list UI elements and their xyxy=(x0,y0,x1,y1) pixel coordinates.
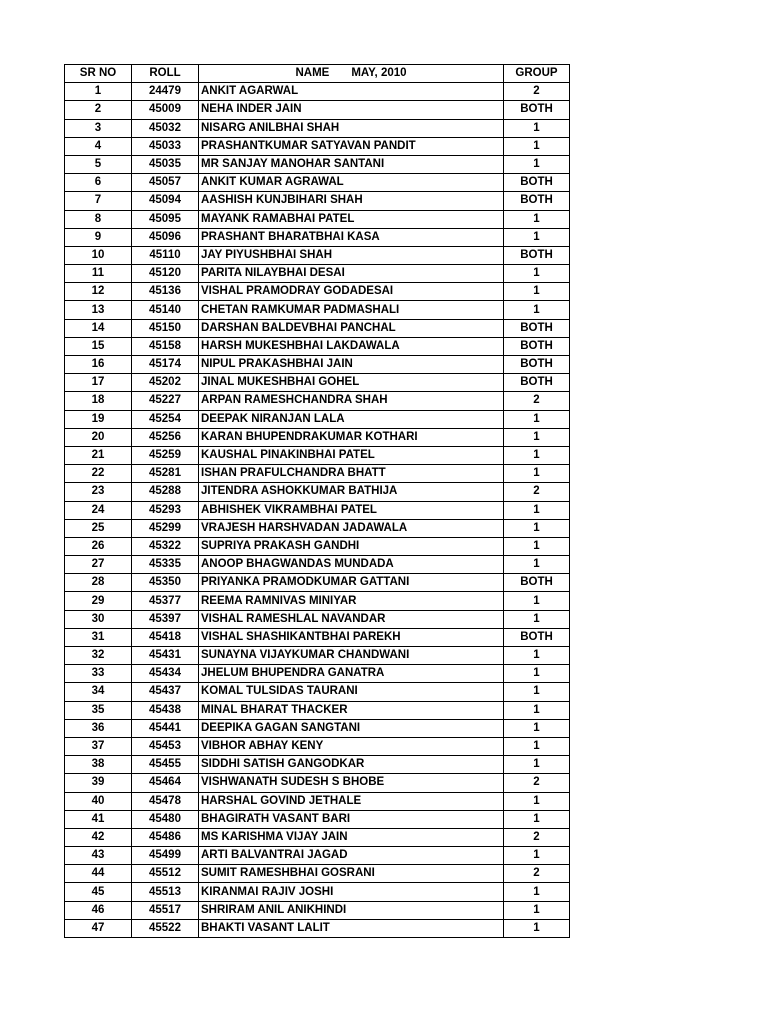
group-cell: 1 xyxy=(504,683,570,701)
group-cell: BOTH xyxy=(504,356,570,374)
name-cell: PRASHANTKUMAR SATYAVAN PANDIT xyxy=(199,137,504,155)
name-cell: SHRIRAM ANIL ANIKHINDI xyxy=(199,901,504,919)
header-group: GROUP xyxy=(504,65,570,83)
table-row xyxy=(65,101,570,119)
sr-no-cell: 19 xyxy=(65,410,132,428)
name-cell: PRASHANT BHARATBHAI KASA xyxy=(199,228,504,246)
roll-cell: 45431 xyxy=(132,647,199,665)
table-row xyxy=(65,501,570,519)
group-cell: 1 xyxy=(504,556,570,574)
group-cell: 2 xyxy=(504,483,570,501)
name-cell: SUNAYNA VIJAYKUMAR CHANDWANI xyxy=(199,647,504,665)
group-cell: 1 xyxy=(504,301,570,319)
name-cell: ANKIT KUMAR AGRAWAL xyxy=(199,174,504,192)
roll-cell: 45512 xyxy=(132,865,199,883)
table-row xyxy=(65,610,570,628)
group-cell: 1 xyxy=(504,847,570,865)
group-cell: BOTH xyxy=(504,628,570,646)
roll-cell: 45377 xyxy=(132,592,199,610)
roll-cell: 45455 xyxy=(132,756,199,774)
group-cell: 1 xyxy=(504,465,570,483)
group-cell: 2 xyxy=(504,83,570,101)
name-cell: BHAGIRATH VASANT BARI xyxy=(199,810,504,828)
name-cell: NISARG ANILBHAI SHAH xyxy=(199,119,504,137)
sr-no-cell: 10 xyxy=(65,246,132,264)
roll-cell: 45227 xyxy=(132,392,199,410)
sr-no-cell: 44 xyxy=(65,865,132,883)
group-cell: 1 xyxy=(504,228,570,246)
header-row xyxy=(65,65,570,83)
name-cell: AASHISH KUNJBIHARI SHAH xyxy=(199,192,504,210)
roll-cell: 45174 xyxy=(132,356,199,374)
table-row xyxy=(65,774,570,792)
table-row xyxy=(65,119,570,137)
group-cell: 1 xyxy=(504,665,570,683)
table-row xyxy=(65,174,570,192)
group-cell: 1 xyxy=(504,501,570,519)
roll-cell: 45517 xyxy=(132,901,199,919)
header-roll: ROLL xyxy=(132,65,199,83)
table-row xyxy=(65,356,570,374)
roll-cell: 45464 xyxy=(132,774,199,792)
name-cell: KOMAL TULSIDAS TAURANI xyxy=(199,683,504,701)
sr-no-cell: 45 xyxy=(65,883,132,901)
name-cell: JHELUM BHUPENDRA GANATRA xyxy=(199,665,504,683)
group-cell: 1 xyxy=(504,883,570,901)
sr-no-cell: 39 xyxy=(65,774,132,792)
group-cell: 1 xyxy=(504,592,570,610)
sr-no-cell: 9 xyxy=(65,228,132,246)
sr-no-cell: 24 xyxy=(65,501,132,519)
sr-no-cell: 43 xyxy=(65,847,132,865)
table-row xyxy=(65,228,570,246)
table-row xyxy=(65,483,570,501)
name-cell: HARSH MUKESHBHAI LAKDAWALA xyxy=(199,337,504,355)
name-cell: VISHWANATH SUDESH S BHOBE xyxy=(199,774,504,792)
sr-no-cell: 32 xyxy=(65,647,132,665)
table-row xyxy=(65,465,570,483)
table-body xyxy=(65,83,570,938)
roll-cell: 45522 xyxy=(132,919,199,937)
sr-no-cell: 33 xyxy=(65,665,132,683)
sr-no-cell: 4 xyxy=(65,137,132,155)
table-row xyxy=(65,519,570,537)
roll-cell: 45438 xyxy=(132,701,199,719)
table-row xyxy=(65,719,570,737)
table-row xyxy=(65,392,570,410)
sr-no-cell: 22 xyxy=(65,465,132,483)
sr-no-cell: 27 xyxy=(65,556,132,574)
group-cell: BOTH xyxy=(504,374,570,392)
table-row xyxy=(65,828,570,846)
name-cell: JITENDRA ASHOKKUMAR BATHIJA xyxy=(199,483,504,501)
roll-cell: 45441 xyxy=(132,719,199,737)
sr-no-cell: 25 xyxy=(65,519,132,537)
sr-no-cell: 40 xyxy=(65,792,132,810)
group-cell: 1 xyxy=(504,119,570,137)
table-row xyxy=(65,410,570,428)
name-cell: KARAN BHUPENDRAKUMAR KOTHARI xyxy=(199,428,504,446)
name-cell: DARSHAN BALDEVBHAI PANCHAL xyxy=(199,319,504,337)
roll-cell: 45158 xyxy=(132,337,199,355)
table-row xyxy=(65,537,570,555)
sr-no-cell: 38 xyxy=(65,756,132,774)
group-cell: 1 xyxy=(504,737,570,755)
sr-no-cell: 28 xyxy=(65,574,132,592)
name-cell: MS KARISHMA VIJAY JAIN xyxy=(199,828,504,846)
sr-no-cell: 1 xyxy=(65,83,132,101)
sr-no-cell: 26 xyxy=(65,537,132,555)
group-cell: BOTH xyxy=(504,574,570,592)
table-row xyxy=(65,847,570,865)
group-cell: 1 xyxy=(504,410,570,428)
roll-cell: 45434 xyxy=(132,665,199,683)
name-cell: ARTI BALVANTRAI JAGAD xyxy=(199,847,504,865)
name-cell: SUMIT RAMESHBHAI GOSRANI xyxy=(199,865,504,883)
name-cell: PRIYANKA PRAMODKUMAR GATTANI xyxy=(199,574,504,592)
name-cell: SIDDHI SATISH GANGODKAR xyxy=(199,756,504,774)
sr-no-cell: 11 xyxy=(65,265,132,283)
sr-no-cell: 14 xyxy=(65,319,132,337)
group-cell: BOTH xyxy=(504,101,570,119)
sr-no-cell: 18 xyxy=(65,392,132,410)
sr-no-cell: 46 xyxy=(65,901,132,919)
roll-cell: 45256 xyxy=(132,428,199,446)
group-cell: 1 xyxy=(504,446,570,464)
table-row xyxy=(65,246,570,264)
table-row xyxy=(65,319,570,337)
roll-cell: 45350 xyxy=(132,574,199,592)
table-row xyxy=(65,192,570,210)
sr-no-cell: 17 xyxy=(65,374,132,392)
table-row xyxy=(65,574,570,592)
group-cell: 1 xyxy=(504,519,570,537)
roll-cell: 45120 xyxy=(132,265,199,283)
roll-cell: 45140 xyxy=(132,301,199,319)
group-cell: 1 xyxy=(504,137,570,155)
table-row xyxy=(65,155,570,173)
roll-cell: 45009 xyxy=(132,101,199,119)
group-cell: 1 xyxy=(504,719,570,737)
table-row xyxy=(65,792,570,810)
group-cell: 2 xyxy=(504,774,570,792)
name-cell: NEHA INDER JAIN xyxy=(199,101,504,119)
name-cell: HARSHAL GOVIND JETHALE xyxy=(199,792,504,810)
roll-cell: 45453 xyxy=(132,737,199,755)
group-cell: 1 xyxy=(504,610,570,628)
roll-cell: 45335 xyxy=(132,556,199,574)
roll-cell: 45110 xyxy=(132,246,199,264)
name-cell: ABHISHEK VIKRAMBHAI PATEL xyxy=(199,501,504,519)
roll-cell: 45499 xyxy=(132,847,199,865)
name-cell: JAY PIYUSHBHAI SHAH xyxy=(199,246,504,264)
table-row xyxy=(65,556,570,574)
sr-no-cell: 41 xyxy=(65,810,132,828)
group-cell: BOTH xyxy=(504,192,570,210)
name-cell: MR SANJAY MANOHAR SANTANI xyxy=(199,155,504,173)
name-cell: VISHAL RAMESHLAL NAVANDAR xyxy=(199,610,504,628)
table-row xyxy=(65,865,570,883)
sr-no-cell: 6 xyxy=(65,174,132,192)
roll-cell: 45094 xyxy=(132,192,199,210)
table-row xyxy=(65,283,570,301)
roll-cell: 45418 xyxy=(132,628,199,646)
name-cell: BHAKTI VASANT LALIT xyxy=(199,919,504,937)
sr-no-cell: 23 xyxy=(65,483,132,501)
sr-no-cell: 7 xyxy=(65,192,132,210)
roll-cell: 45057 xyxy=(132,174,199,192)
header-name-cell xyxy=(199,65,504,83)
name-cell: SUPRIYA PRAKASH GANDHI xyxy=(199,537,504,555)
table-row xyxy=(65,210,570,228)
name-cell: REEMA RAMNIVAS MINIYAR xyxy=(199,592,504,610)
name-cell: DEEPAK NIRANJAN LALA xyxy=(199,410,504,428)
group-cell: BOTH xyxy=(504,246,570,264)
table-row xyxy=(65,901,570,919)
name-cell: ANOOP BHAGWANDAS MUNDADA xyxy=(199,556,504,574)
group-cell: 1 xyxy=(504,265,570,283)
group-cell: 1 xyxy=(504,810,570,828)
table-row xyxy=(65,647,570,665)
sr-no-cell: 2 xyxy=(65,101,132,119)
header-date: MAY, 2010 xyxy=(351,67,407,80)
roll-cell: 45293 xyxy=(132,501,199,519)
name-cell: NIPUL PRAKASHBHAI JAIN xyxy=(199,356,504,374)
name-cell: JINAL MUKESHBHAI GOHEL xyxy=(199,374,504,392)
roll-cell: 45397 xyxy=(132,610,199,628)
table-row xyxy=(65,756,570,774)
name-cell: ISHAN PRAFULCHANDRA BHATT xyxy=(199,465,504,483)
roll-cell: 45259 xyxy=(132,446,199,464)
sr-no-cell: 35 xyxy=(65,701,132,719)
results-table xyxy=(64,64,570,938)
roll-cell: 45288 xyxy=(132,483,199,501)
sr-no-cell: 37 xyxy=(65,737,132,755)
group-cell: 1 xyxy=(504,792,570,810)
name-cell: KIRANMAI RAJIV JOSHI xyxy=(199,883,504,901)
sr-no-cell: 15 xyxy=(65,337,132,355)
table-row xyxy=(65,428,570,446)
table-row xyxy=(65,374,570,392)
roll-cell: 45035 xyxy=(132,155,199,173)
group-cell: 1 xyxy=(504,919,570,937)
table-row xyxy=(65,883,570,901)
roll-cell: 24479 xyxy=(132,83,199,101)
table-row xyxy=(65,446,570,464)
name-cell: MINAL BHARAT THACKER xyxy=(199,701,504,719)
table-row xyxy=(65,810,570,828)
sr-no-cell: 20 xyxy=(65,428,132,446)
header-sr-no: SR NO xyxy=(65,65,132,83)
group-cell: 1 xyxy=(504,537,570,555)
sr-no-cell: 29 xyxy=(65,592,132,610)
name-cell: DEEPIKA GAGAN SANGTANI xyxy=(199,719,504,737)
group-cell: 1 xyxy=(504,756,570,774)
table-row xyxy=(65,301,570,319)
name-cell: ARPAN RAMESHCHANDRA SHAH xyxy=(199,392,504,410)
sr-no-cell: 47 xyxy=(65,919,132,937)
table-row xyxy=(65,701,570,719)
roll-cell: 45480 xyxy=(132,810,199,828)
roll-cell: 45437 xyxy=(132,683,199,701)
name-cell: CHETAN RAMKUMAR PADMASHALI xyxy=(199,301,504,319)
table-row xyxy=(65,265,570,283)
roll-cell: 45032 xyxy=(132,119,199,137)
roll-cell: 45136 xyxy=(132,283,199,301)
roll-cell: 45095 xyxy=(132,210,199,228)
roll-cell: 45322 xyxy=(132,537,199,555)
group-cell: 1 xyxy=(504,283,570,301)
sr-no-cell: 31 xyxy=(65,628,132,646)
name-cell: VRAJESH HARSHVADAN JADAWALA xyxy=(199,519,504,537)
name-cell: PARITA NILAYBHAI DESAI xyxy=(199,265,504,283)
table-row xyxy=(65,737,570,755)
table-row xyxy=(65,628,570,646)
name-cell: ANKIT AGARWAL xyxy=(199,83,504,101)
name-cell: VISHAL PRAMODRAY GODADESAI xyxy=(199,283,504,301)
sr-no-cell: 30 xyxy=(65,610,132,628)
group-cell: BOTH xyxy=(504,337,570,355)
header-name: NAME xyxy=(295,67,330,80)
group-cell: 1 xyxy=(504,155,570,173)
group-cell: BOTH xyxy=(504,174,570,192)
group-cell: 2 xyxy=(504,828,570,846)
roll-cell: 45254 xyxy=(132,410,199,428)
sr-no-cell: 21 xyxy=(65,446,132,464)
sr-no-cell: 42 xyxy=(65,828,132,846)
roll-cell: 45096 xyxy=(132,228,199,246)
sr-no-cell: 34 xyxy=(65,683,132,701)
sr-no-cell: 5 xyxy=(65,155,132,173)
table-row xyxy=(65,137,570,155)
group-cell: 1 xyxy=(504,647,570,665)
roll-cell: 45478 xyxy=(132,792,199,810)
roll-cell: 45299 xyxy=(132,519,199,537)
group-cell: 1 xyxy=(504,428,570,446)
roll-cell: 45513 xyxy=(132,883,199,901)
sr-no-cell: 3 xyxy=(65,119,132,137)
sr-no-cell: 36 xyxy=(65,719,132,737)
roll-cell: 45202 xyxy=(132,374,199,392)
group-cell: 1 xyxy=(504,701,570,719)
table-row xyxy=(65,592,570,610)
sr-no-cell: 8 xyxy=(65,210,132,228)
table-row xyxy=(65,683,570,701)
table-row xyxy=(65,919,570,937)
group-cell: 2 xyxy=(504,392,570,410)
group-cell: 1 xyxy=(504,901,570,919)
table-row xyxy=(65,83,570,101)
sr-no-cell: 13 xyxy=(65,301,132,319)
group-cell: BOTH xyxy=(504,319,570,337)
roll-cell: 45486 xyxy=(132,828,199,846)
name-cell: VIBHOR ABHAY KENY xyxy=(199,737,504,755)
roll-cell: 45150 xyxy=(132,319,199,337)
sr-no-cell: 12 xyxy=(65,283,132,301)
name-cell: KAUSHAL PINAKINBHAI PATEL xyxy=(199,446,504,464)
roll-cell: 45281 xyxy=(132,465,199,483)
name-cell: MAYANK RAMABHAI PATEL xyxy=(199,210,504,228)
roll-cell: 45033 xyxy=(132,137,199,155)
group-cell: 2 xyxy=(504,865,570,883)
name-cell: VISHAL SHASHIKANTBHAI PAREKH xyxy=(199,628,504,646)
table-row xyxy=(65,665,570,683)
group-cell: 1 xyxy=(504,210,570,228)
table-row xyxy=(65,337,570,355)
sr-no-cell: 16 xyxy=(65,356,132,374)
